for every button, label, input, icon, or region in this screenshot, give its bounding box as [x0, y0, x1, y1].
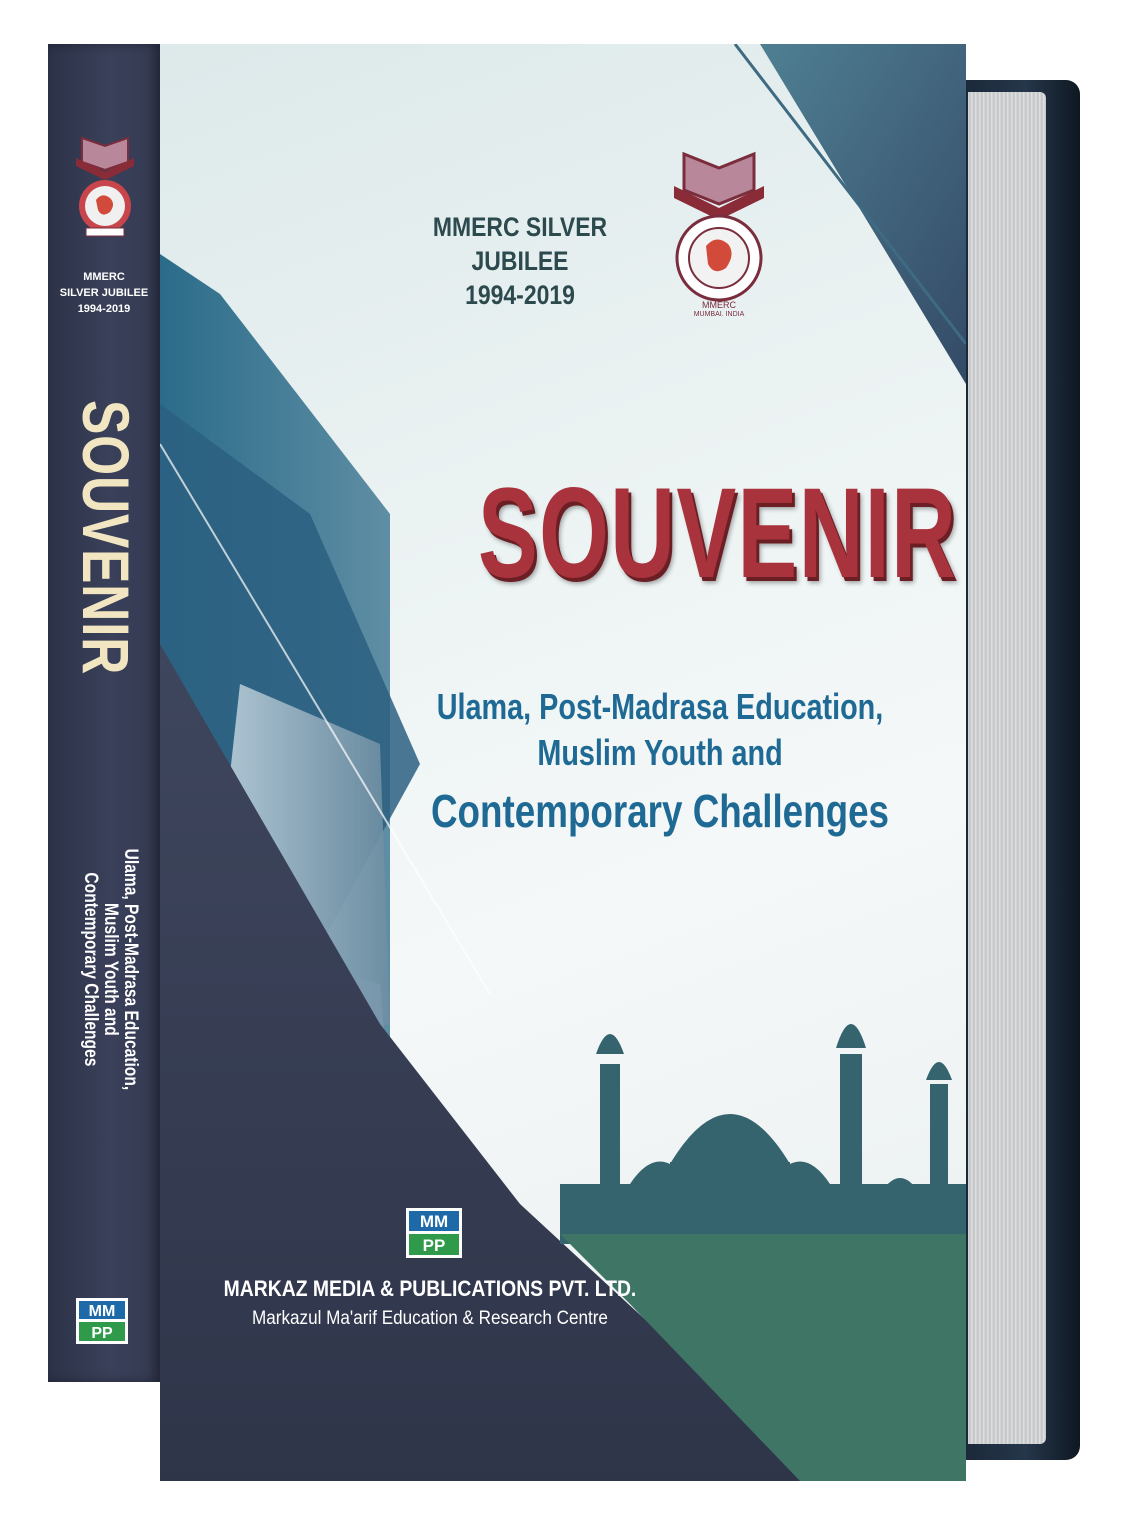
- cover-mmpp-text-2: PP: [422, 1236, 446, 1255]
- book-spine: [48, 44, 160, 1382]
- corner-band: [760, 44, 966, 384]
- mosque-silhouette: [560, 1024, 966, 1244]
- spine-logo-caption-2: SILVER JUBILEE: [59, 287, 149, 299]
- spine-subtitle-wrap: [80, 830, 140, 1170]
- spine-mmpp-text-1: MM: [88, 1303, 116, 1320]
- mmpp-cover-logo-icon: [406, 1208, 462, 1258]
- spine-subtitle-line-2: Muslim Youth and: [100, 903, 121, 1036]
- cover-subtitle-line-1: Ulama, Post-Madrasa Education,: [436, 686, 884, 727]
- cover-mmpp-text-1: MM: [419, 1212, 449, 1231]
- cover-subtitle-line-2: Muslim Youth and: [537, 732, 783, 773]
- jubilee-heading: [384, 210, 656, 312]
- publisher-name: MARKAZ MEDIA & PUBLICATIONS PVT. LTD.: [223, 1276, 637, 1301]
- mmpp-logo-icon: [76, 1298, 128, 1344]
- front-cover: [160, 44, 966, 1481]
- cover-subtitle-line-3: Contemporary Challenges: [430, 785, 890, 837]
- page-block: [968, 92, 1046, 1444]
- spine-logo-caption-3: 1994-2019: [77, 303, 131, 315]
- jubilee-line-2: 1994-2019: [465, 280, 575, 310]
- spine-logo-caption-1: MMERC: [83, 271, 125, 283]
- cover-title: SOUVENIR: [478, 462, 958, 605]
- spine-mmpp-text-2: PP: [91, 1325, 113, 1342]
- publisher-subtitle: Markazul Ma'arif Education & Research Centre: [252, 1308, 608, 1329]
- spine-title: SOUVENIR: [69, 400, 143, 676]
- cover-logo-caption-2: MUMBAI, INDIA: [693, 311, 745, 316]
- cover-logo-caption-1: MMERC: [702, 300, 736, 310]
- mmerc-logo-icon: [72, 132, 138, 242]
- spine-subtitle-line-1: Ulama, Post-Madrasa Education,: [120, 848, 141, 1091]
- mmerc-cover-logo-icon: [664, 146, 774, 316]
- jubilee-line-1: MMERC SILVER JUBILEE: [432, 212, 608, 276]
- spine-title-wrap: [68, 400, 144, 753]
- spine-subtitle-line-3: Contemporary Challenges: [80, 872, 101, 1067]
